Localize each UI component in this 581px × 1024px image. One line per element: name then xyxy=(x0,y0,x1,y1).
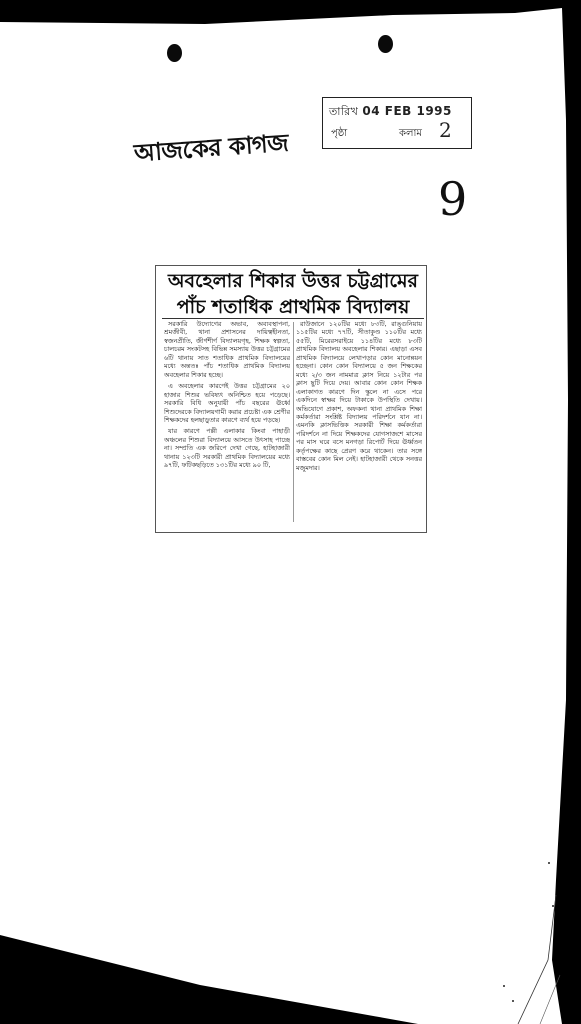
article-paragraph: যার কারণে পল্লী এলাকার কিংবা পাহাড়ী অঞ্চলের শিশুরা বিদ্যালয়ে আসতে উৎসাহ পাচ্ছে না। সম্প্রতি এক জরিপে দেখা গেছে, হাটহাজারী থানায় ১২৩টি সরকারী প্রাথমিক বিদ্যালয়ের মধ্যে ৯৭টি, ফটিকছড়িতে ১৩১টির মধ্যে ৯০ টি, xyxy=(164,427,290,470)
stamp-column-value: 2 xyxy=(439,118,452,142)
handwritten-page-number: 9 xyxy=(438,172,468,226)
date-stamp xyxy=(322,97,472,149)
article-headline xyxy=(162,268,424,320)
article-paragraph: সরকারি উদ্যোগের অভাব, অব্যবস্থাপনা, শ্রমজীবী, থানা প্রশাসনের দায়িত্বহীনতা, স্বজনপ্রীতি, জীর্ণশীর্ণ বিদ্যালয়গৃহ, শিক্ষক স্বল্পতা, চালচরম সংকটসহ বিভিন্ন সমস্যায় উত্তর চট্টগ্রামের ৬টি থানায় সাত শতাধিক প্রাথমিক বিদ্যালয়ের মধ্যে অন্ততঃ পাঁচ শতাধিক প্রাথমিক বিদ্যালয় অবহেলার শিকার হচ্ছে। xyxy=(164,320,290,379)
punch-hole-right xyxy=(378,35,393,53)
article-paragraph: রাউজানে ১২০টির মধ্যে ৮৩টি, রাঙ্গুনিয়ায় ১১৫টির মধ্যে ৭৭টি, সীতাকুণ্ড ১১০টির মধ্যে ৫৫টি, মিরেরসরাইয়ে ১১৪টির মধ্যে ৮৩টি প্রাথমিক বিদ্যালয় অবহেলার শিকার। এছাড়া এসব প্রাথমিক বিদ্যালয়ে লেখাপড়ার কোন মানোন্নয়ন হচ্ছেনা। কোন কোন বিদ্যালয়ে ৫ জন শিক্ষকের মধ্যে ২/৩ জন নামমাত্র ক্লাস নিয়ে ১২টার পর ক্লাস ছুটি দিয়ে দেয়। আবার কোন কোন শিক্ষক এলাকাগত কারণে দিন স্কুলে না এসে পরে একদিনে স্বাক্ষর দিয়ে টাকাকে উপস্থিতি দেখায়। অভিযোগে প্রকাশ, অফকনা থানা প্রাথমিক শিক্ষা কর্মকর্তারা সংশ্লিষ্ট বিদ্যালয় পরিদর্শনে যান না। এমনকি ক্লাসভিত্তিক সরকারী শিক্ষা কর্মকর্তারা পরিদর্শনে না দিয়ে শিক্ষকদের যোগসাজশে মাসের পর মাস ঘরে বসে মনগড়া রিপোর্ট দিয়ে ঊর্ধ্বতন কর্তৃপক্ষের কাছে প্রেরণ করে থাকেন। তার সঙ্গে বাস্তবের কোন মিল নেই। হাটহাজারী থেকে সনত্তর মজুমদার। xyxy=(296,320,422,472)
newspaper-masthead: আজকের কাগজ xyxy=(133,128,290,168)
article-paragraph: এ অবহেলার কারণেই উত্তর চট্টগ্রামের ২০ হাজার শিশুর ভবিষ্যৎ অনিশ্চিত হয়ে পড়েছে। সরকারি বিধি অনুযায়ী পাঁচ বছরের ঊর্ধ্বে শিশুদেরকে বিদ্যালয়গামী করার প্রচেষ্টা এক শ্রেণীর শিক্ষকদের হলছাড়ুতার কারণে ব্যর্থ হয়ে পড়ছে। xyxy=(164,382,290,424)
headline-line-1: অবহেলার শিকার উত্তর চট্টগ্রামের xyxy=(168,270,418,292)
stamp-date-value: 04 FEB 1995 xyxy=(362,104,452,118)
punch-hole-left xyxy=(167,44,182,62)
scan-speck xyxy=(552,905,554,907)
article-column-1 xyxy=(164,320,290,525)
scan-speck xyxy=(512,1000,514,1002)
article-column-2 xyxy=(296,320,422,525)
headline-line-2: পাঁচ শতাধিক প্রাথমিক বিদ্যালয় xyxy=(176,296,410,318)
stamp-column-label: কলাম xyxy=(399,128,422,139)
column-divider xyxy=(293,322,294,522)
stamp-date-label: তারিখ xyxy=(329,105,359,118)
scan-speck xyxy=(503,985,505,987)
headline-rule xyxy=(162,318,424,319)
scan-speck xyxy=(548,862,550,864)
stamp-page-label: পৃষ্ঠা xyxy=(331,128,348,139)
